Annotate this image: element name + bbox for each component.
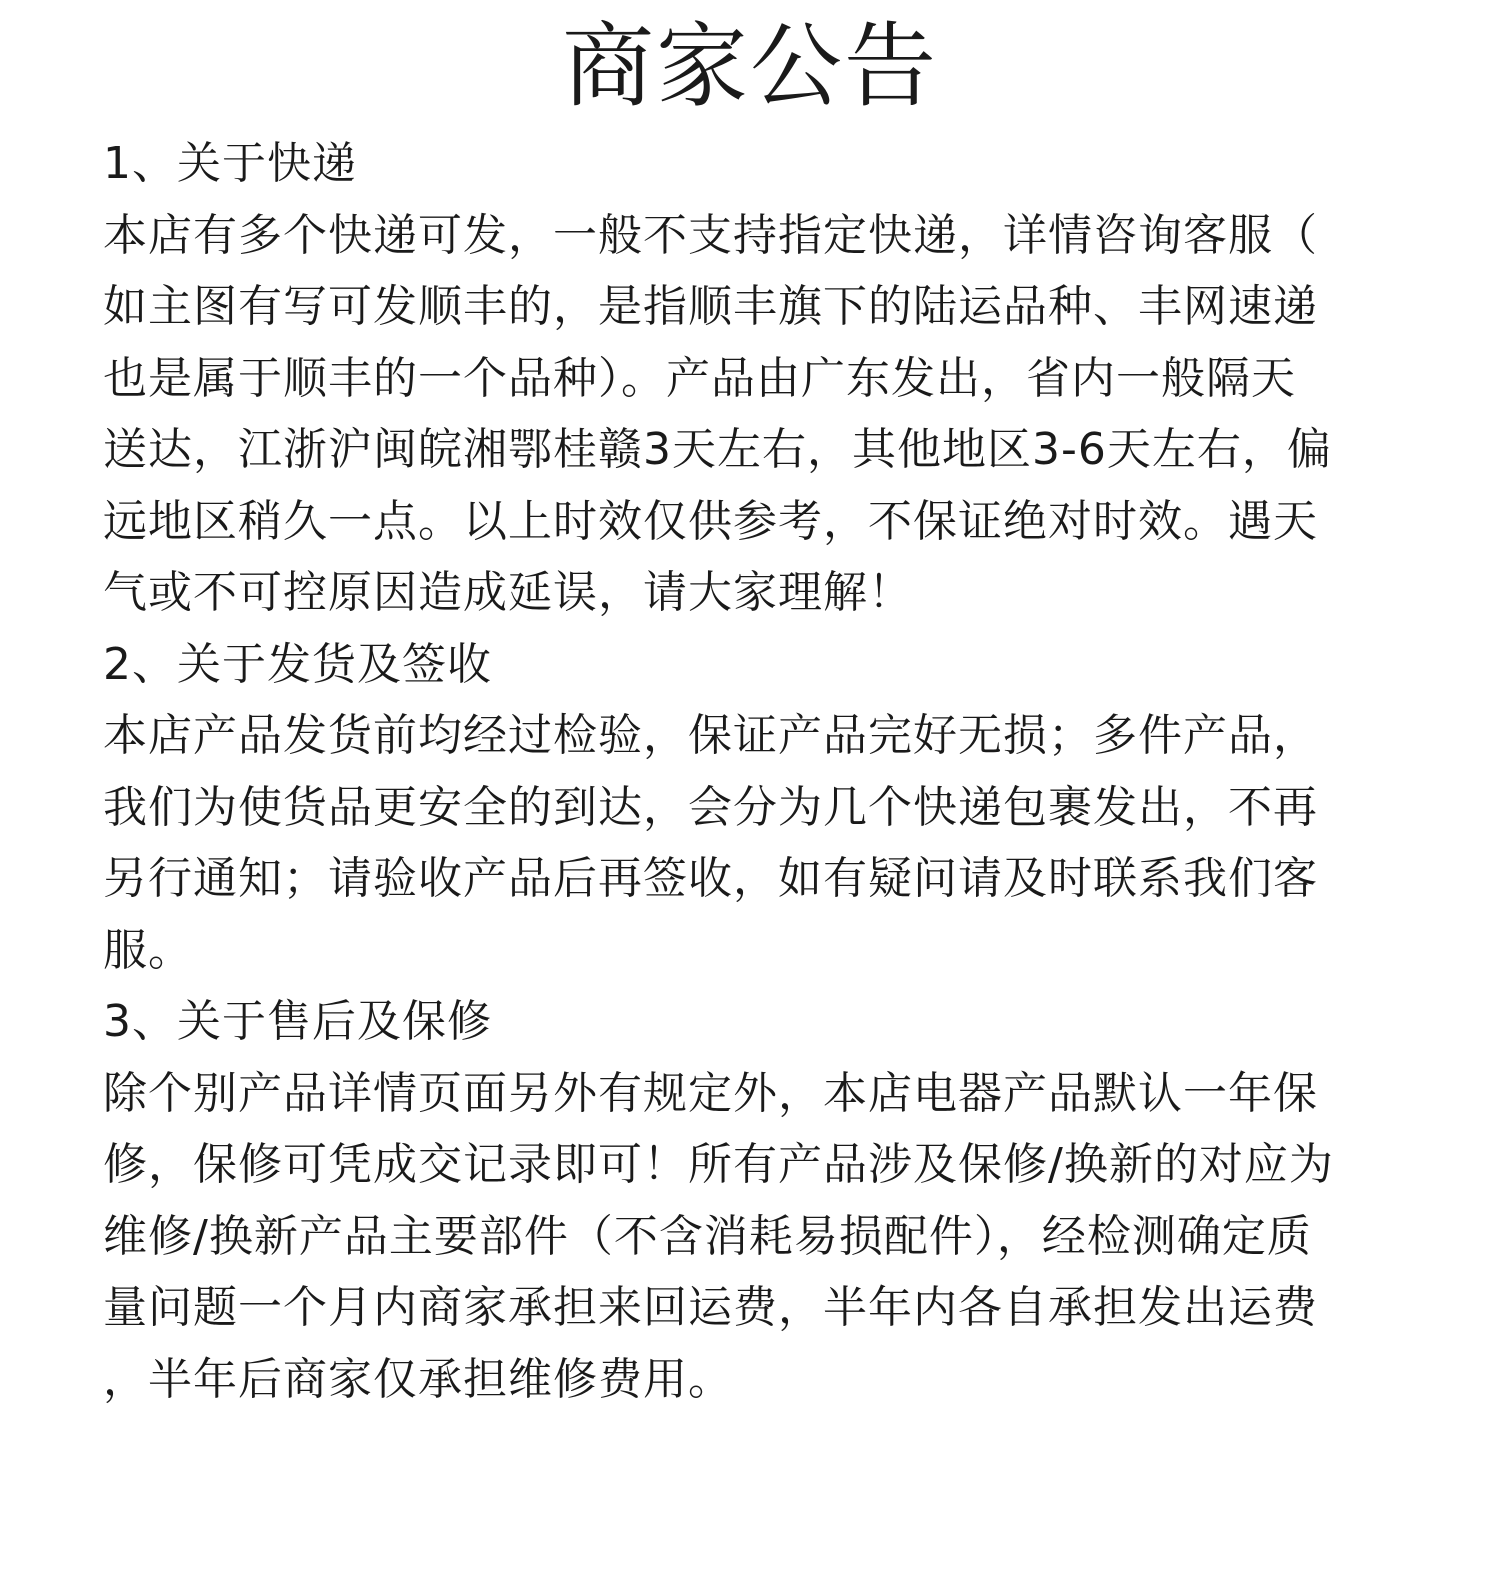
section-shipping-line: 服。 <box>103 924 193 976</box>
section-shipping-line: 本店产品发货前均经过检验，保证产品完好无损；多件产品， <box>103 710 1318 761</box>
section-express-line: 送达，江浙沪闽皖湘鄂桂赣3天左右，其他地区3-6天左右，偏 <box>103 424 1332 475</box>
section-express-line: 本店有多个快递可发，一般不支持指定快递，详情咨询客服（ <box>103 209 1318 261</box>
section-shipping-line: 另行通知；请验收产品后再签收，如有疑问请及时联系我们客 <box>103 853 1318 904</box>
section-express-line: 气或不可控原因造成延误，请大家理解！ <box>103 567 913 618</box>
section-warranty-line: 除个别产品详情页面另外有规定外，本店电器产品默认一年保 <box>103 1067 1318 1119</box>
section-warranty-line: 修，保修可凭成交记录即可！所有产品涉及保修/换新的对应为 <box>103 1139 1334 1190</box>
section-heading-shipping: 2、关于发货及签收 <box>103 638 492 690</box>
section-express-line: 远地区稍久一点。以上时效仅供参考，不保证绝对时效。遇天 <box>103 495 1318 547</box>
section-shipping-line: 我们为使货品更安全的到达，会分为几个快递包裹发出，不再 <box>103 781 1318 833</box>
page-title: 商家公告 <box>561 13 938 120</box>
section-heading-express: 1、关于快递 <box>103 138 357 189</box>
section-warranty-line: 维修/换新产品主要部件（不含消耗易损配件），经检测确定质 <box>103 1210 1312 1262</box>
section-warranty-line: 量问题一个月内商家承担来回运费，半年内各自承担发出运费 <box>103 1282 1318 1333</box>
notice-body <box>103 128 1423 1415</box>
section-express-line: 也是属于顺丰的一个品种）。产品由广东发出，省内一般隔天 <box>103 352 1296 404</box>
section-express-line: 如主图有写可发顺丰的，是指顺丰旗下的陆运品种、丰网速递 <box>103 281 1318 332</box>
section-warranty-line: ，半年后商家仅承担维修费用。 <box>103 1353 733 1405</box>
section-heading-warranty: 3、关于售后及保修 <box>103 996 492 1047</box>
